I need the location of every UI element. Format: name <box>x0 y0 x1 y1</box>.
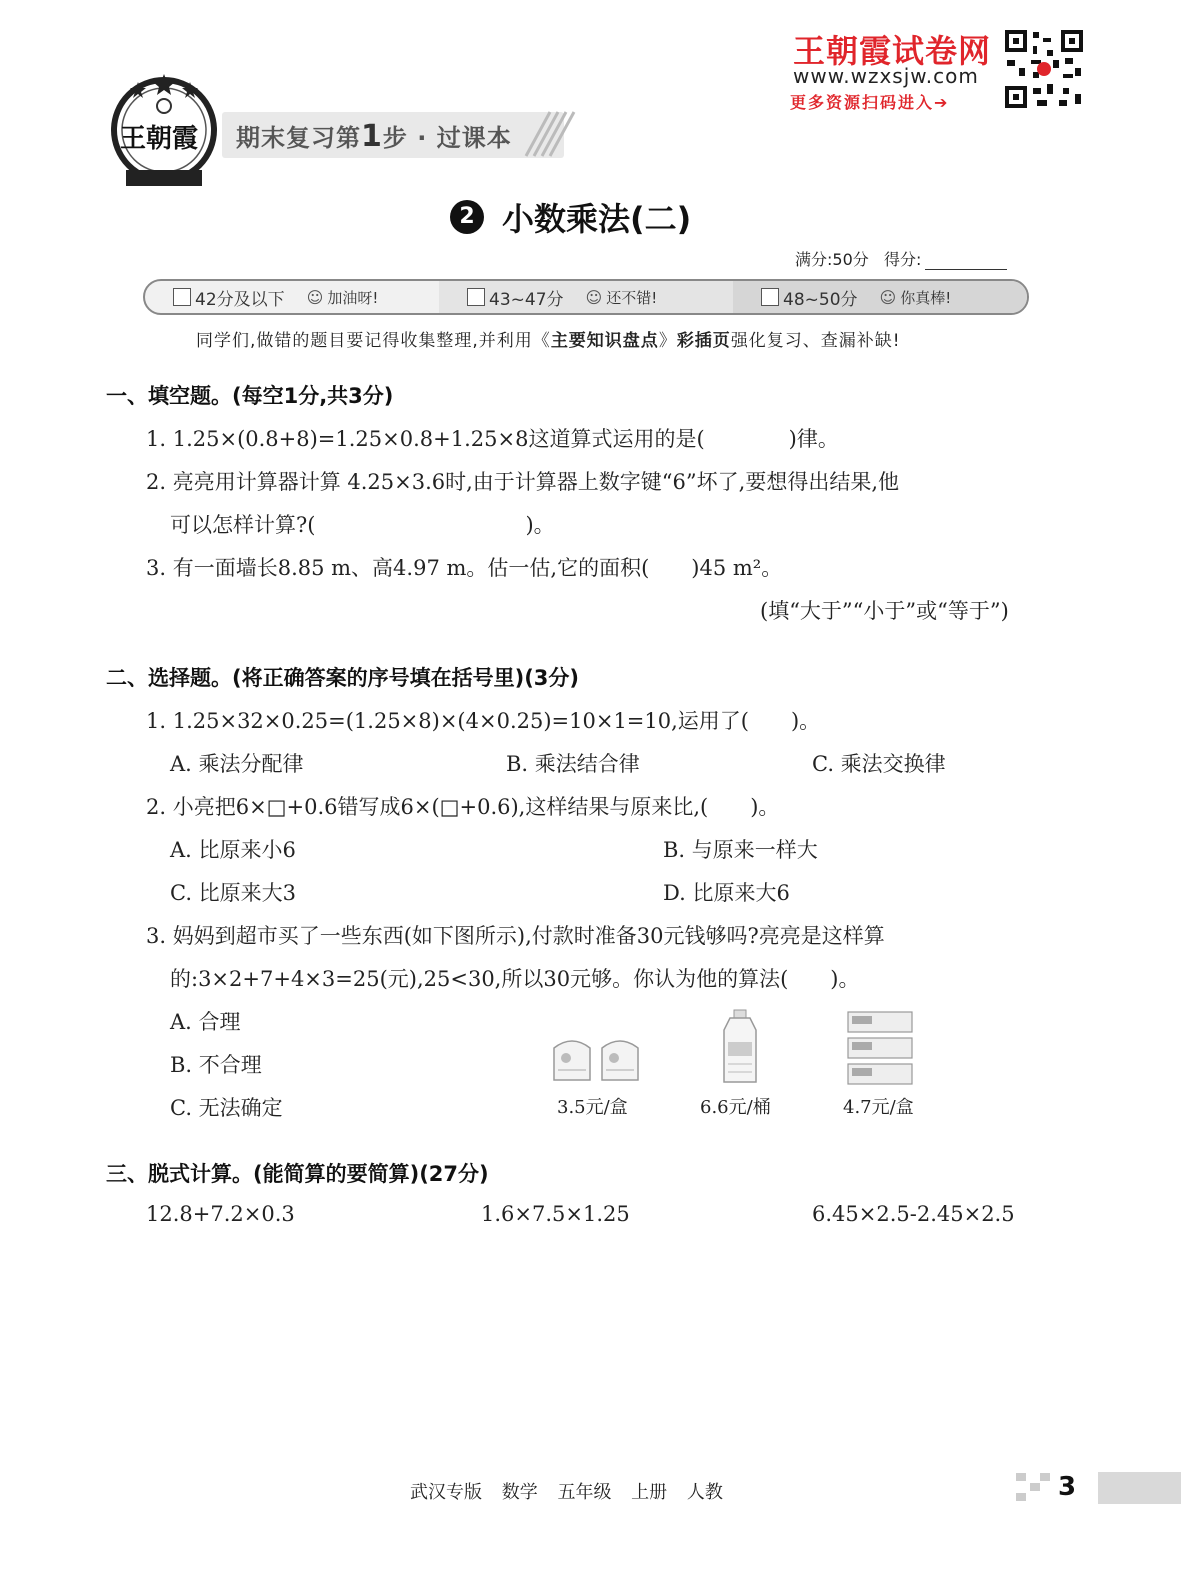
banner-step-number: 1 <box>361 119 383 154</box>
milk-cartons-image <box>550 1034 646 1088</box>
s2-question-2: 2. 小亮把6×□+0.6错写成6×(□+0.6),这样结果与原来比,( )。 <box>146 795 780 819</box>
s2-question-3-line-2: 的:3×2+7+4×3=25(元),25<30,所以30元够。你认为他的算法( )。 <box>170 967 860 991</box>
footer-text: 武汉专版 数学 五年级 上册 人教 <box>410 1482 723 1503</box>
step-banner-text <box>236 118 512 154</box>
grade-range: 42分及以下 <box>195 289 285 310</box>
item-price-label: 6.6元/桶 <box>700 1097 771 1118</box>
s2-q3-option-c: C. 无法确定 <box>170 1096 283 1120</box>
item-price-label: 4.7元/盒 <box>843 1097 914 1118</box>
score-blank[interactable] <box>925 250 1007 270</box>
s1-question-2-line-1: 2. 亮亮用计算器计算 4.25×3.6时,由于计算器上数字键“6”坏了,要想得出结果,他 <box>146 470 899 494</box>
s2-q1-option-b: B. 乘法结合律 <box>506 752 640 776</box>
notice-bold2: 彩插页 <box>676 331 731 351</box>
grade-segment <box>439 281 733 313</box>
lesson-title-text: 小数乘法(二) <box>502 200 692 238</box>
banner-prefix: 期末复习第 <box>236 124 361 152</box>
s3-expression-1: 12.8+7.2×0.3 <box>146 1202 295 1226</box>
s2-q2-option-c: C. 比原来大3 <box>170 881 297 905</box>
s2-question-1: 1. 1.25×32×0.25=(1.25×8)×(4×0.25)=10×1=10,运用了( )。 <box>146 709 821 733</box>
s2-q3-option-b: B. 不合理 <box>170 1053 262 1077</box>
notice-bold1: 主要知识盘点 <box>550 331 659 351</box>
score-label: 得分: <box>884 250 922 269</box>
s1-question-3-hint: (填“大于”“小于”或“等于”) <box>760 599 1009 623</box>
grade-comment: 加油呀! <box>327 288 379 307</box>
s2-q2-option-b: B. 与原来一样大 <box>663 838 818 862</box>
notice-mid: 》 <box>658 331 677 351</box>
s2-q3-option-a: A. 合理 <box>170 1010 241 1034</box>
grade-checkbox[interactable] <box>761 288 779 306</box>
s2-question-3-line-1: 3. 妈妈到超市买了一些东西(如下图所示),付款时准备30元钱够吗?亮亮是这样算 <box>146 924 885 948</box>
banner-suffix: 步 · 过课本 <box>382 124 512 152</box>
item-price-label: 3.5元/盒 <box>557 1097 628 1118</box>
brand-tip: 更多资源扫码进入➔ <box>790 93 950 112</box>
s3-expression-2: 1.6×7.5×1.25 <box>481 1202 630 1226</box>
brand-url[interactable]: www.wzxsjw.com <box>793 64 979 88</box>
grade-range: 43~47分 <box>489 289 564 310</box>
s2-q2-option-d: D. 比原来大6 <box>663 881 790 905</box>
biscuit-boxes-image <box>846 1010 916 1090</box>
s1-question-2-line-2: 可以怎样计算?( )。 <box>170 513 555 537</box>
grade-range: 48~50分 <box>783 289 858 310</box>
section-3-heading: 三、脱式计算。(能简算的要简算)(27分) <box>106 1162 489 1186</box>
s2-q2-option-a: A. 比原来小6 <box>170 838 296 862</box>
s2-q1-option-c: C. 乘法交换律 <box>812 752 946 776</box>
grade-comment: 你真棒! <box>900 288 952 307</box>
notice-text <box>196 326 901 351</box>
logo-text: 王朝霞 <box>120 124 199 154</box>
banner-stripes <box>520 110 580 158</box>
grade-bar <box>143 279 1029 315</box>
grade-segment <box>145 281 439 313</box>
smiley-icon: ☺ <box>306 287 324 307</box>
s3-expression-3: 6.45×2.5-2.45×2.5 <box>812 1202 1015 1226</box>
grade-checkbox[interactable] <box>467 288 485 306</box>
brand-title: 王朝霞试卷网 <box>793 32 992 70</box>
grade-segment <box>733 281 1027 313</box>
grade-checkbox[interactable] <box>173 288 191 306</box>
qr-code[interactable] <box>1003 28 1085 110</box>
score-line <box>795 247 1007 270</box>
notice-before: 同学们,做错的题目要记得收集整理,并利用《 <box>196 331 551 351</box>
page-number-decoration <box>1016 1473 1052 1503</box>
section-2-heading: 二、选择题。(将正确答案的序号填在括号里)(3分) <box>106 666 580 690</box>
s1-question-1: 1. 1.25×(0.8+8)=1.25×0.8+1.25×8这道算式运用的是( )律。 <box>146 427 839 451</box>
page-number-bar <box>1098 1472 1181 1504</box>
smiley-icon: ☺ <box>585 287 603 307</box>
lesson-title <box>450 194 691 240</box>
full-score: 满分:50分 <box>795 250 869 269</box>
grade-comment: 还不错! <box>606 288 658 307</box>
section-1-heading: 一、填空题。(每空1分,共3分) <box>106 384 394 408</box>
oil-bottle-image <box>720 1008 760 1090</box>
smiley-icon: ☺ <box>879 287 897 307</box>
s2-q1-option-a: A. 乘法分配律 <box>170 752 304 776</box>
page-number: 3 <box>1058 1472 1077 1502</box>
notice-after: 强化复习、查漏补缺! <box>730 331 901 351</box>
s1-question-3: 3. 有一面墙长8.85 m、高4.97 m。估一估,它的面积( )45 m²。 <box>146 556 783 580</box>
lesson-number: 2 <box>450 200 484 234</box>
